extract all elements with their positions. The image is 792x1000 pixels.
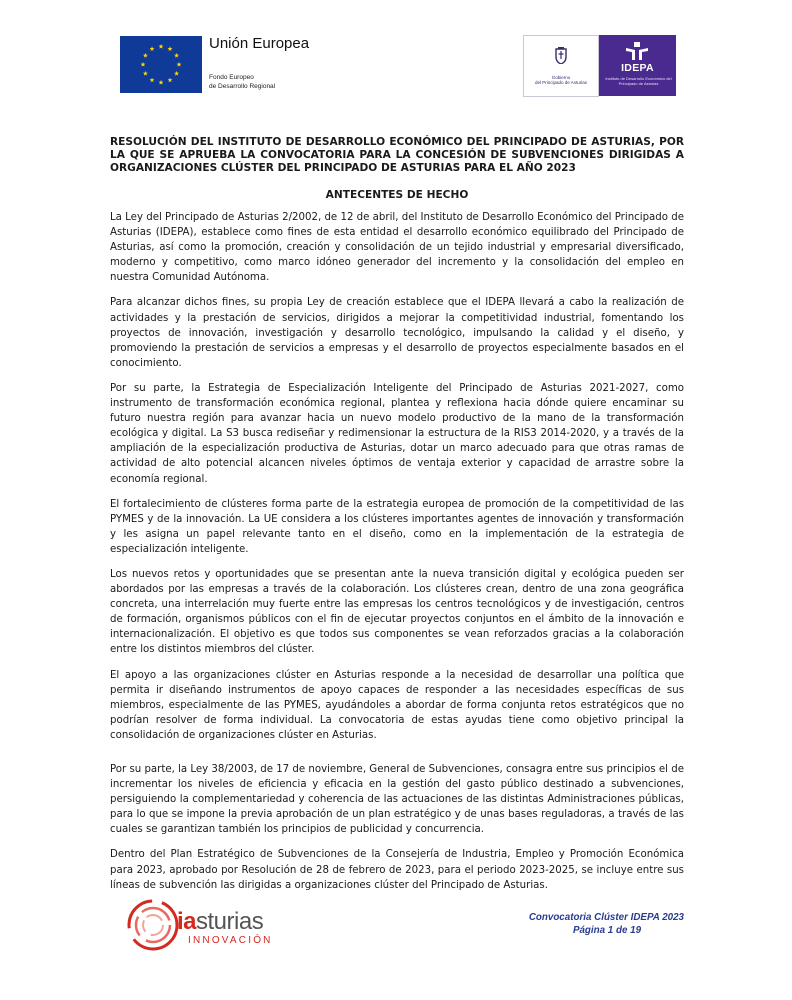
asturias-innovacion-logo	[125, 897, 295, 953]
idepa-emblem-icon	[626, 42, 648, 60]
gobierno-text-line1: Gobierno	[551, 75, 571, 80]
paragraph: La Ley del Principado de Asturias 2/2002, de 12 de abril, del Instituto de Desarrollo Económico del Principado de Asturias (IDEPA), establece como fines de esta entidad el desarrollo económico equilibrado del Principado de Asturias, así como la promoción, creación y consolidación de un tejido industrial y empresarial diversificado, moderno y competitivo, como marco idóneo generador del incremento y la consolidación del empleo en nuestra Comunidad Autónoma.	[110, 212, 684, 284]
idepa-subtitle: Instituto de Desarrollo Económico del Principado de Asturias	[605, 76, 672, 86]
idepa-name: IDEPA	[621, 62, 654, 74]
gobierno-text	[524, 75, 598, 85]
eu-flag-icon	[120, 36, 202, 93]
gobierno-asturias-logo	[523, 35, 599, 97]
document-title: RESOLUCIÓN DEL INSTITUTO DE DESARROLLO ECONÓMICO DEL PRINCIPADO DE ASTURIAS, POR LA QUE SE APRUEBA LA CONVOCATORIA PARA LA CONCESIÓN DE SUBVENCIONES DIRIGIDAS A ORGANIZACIONES CLÚSTER DEL PRINCIPADO DE ASTURIAS PARA EL AÑO 2023	[110, 136, 684, 174]
paragraph: El apoyo a las organizaciones clúster en Asturias responde a la necesidad de desarrollar una política que permita ir diseñando instrumentos de apoyo capaces de responder a las necesidades específicas de sus miembros, especialmente de las PYMES, ayudándoles a abordar de forma conjunta retos estratégicos que no podrían resolver de forma individual. La convocatoria de estas ayudas tiene como objetivo principal la consolidación de organizaciones clúster en Asturias.	[110, 669, 684, 741]
eu-subtitle-line2: de Desarrollo Regional	[209, 82, 276, 90]
gobierno-text-line2: del Principado de Asturias	[534, 80, 588, 85]
paragraph: Los nuevos retos y oportunidades que se presentan ante la nueva transición digital y ecológica pueden ser abordados por las empresas a través de la colaboración. Los clústeres crean, dentro de una zona geográfica concreta, una interrelación muy fuerte entre las empresas los centros tecnológicos y de investigación, centros de formación, organismos públicos con el fin de ejecutar proyectos conjuntos en el ámbito de la innovación e internacionalización. El objetivo es que todos sus componentes se vean reforzados gracias a la colaboración entre los distintos miembros del clúster.	[110, 568, 684, 656]
logo-name: sturias	[196, 908, 264, 935]
eu-title: Unión Europea	[209, 35, 310, 52]
eu-subtitle-line1: Fondo Europeo	[209, 74, 254, 81]
ring-icon	[125, 897, 181, 953]
eu-subtitle	[209, 74, 275, 91]
paragraph: Por su parte, la Ley 38/2003, de 17 de noviembre, General de Subvenciones, consagra entre sus principios el de incrementar los niveles de eficiencia y eficacia en la gestión del gasto público destinado a subvenciones, persiguiendo la complementariedad y coherencia de las actuaciones de las distintas Administraciones públicas, para lo que se impone la previa aprobación de un plan estratégico y de unas bases reguladoras, a través de las cuales se garantizan también los principios de publicidad y concurrencia.	[110, 764, 684, 836]
crest-icon	[554, 46, 568, 64]
paragraph: Para alcanzar dichos fines, su propia Ley de creación establece que el IDEPA llevará a cabo la realización de actividades y la prestación de servicios, dirigidos a mejorar la competitividad industrial, fomentando los proyectos de innovación, investigación y desarrollo tecnológico, impulsando la calidad y el diseño, y promoviendo la prestación de servicios a empresas y el desarrollo de proyectos especialmente basados en el conocimiento.	[110, 297, 684, 369]
section-heading: ANTECENTES DE HECHO	[325, 189, 469, 201]
paragraph: Por su parte, la Estrategia de Especialización Inteligente del Principado de Asturias 2021-2027, como instrumento de transformación económica regional, plantea y reflexiona hacia dónde quiere encaminar su futuro nuestra región para avanzar hacia un nuevo modelo productivo de la mano de la transformación ecológica y digital. La S3 busca rediseñar y redimensionar la estructura de la RIS3 2014-2020, y a través de la ampliación de la especialización productiva de Asturias, dotar un marco adecuado para que otras ramas de actividad de alto potencial alcancen niveles óptimos de ventaja exterior y capacidad de arrastre sobre la economía regional.	[110, 382, 684, 485]
footer-doc-name: Convocatoria Clúster IDEPA 2023	[528, 912, 684, 923]
logo-tagline: INNOVACIÓN	[188, 935, 273, 946]
document-body	[110, 210, 684, 903]
idepa-logo	[599, 35, 676, 96]
page-footer	[470, 911, 684, 937]
paragraph: El fortalecimiento de clústeres forma parte de la estrategia europea de promoción de la competitividad de las PYMES y de la innovación. La UE considera a los clústeres importantes agentes de innovación y transformación y les asigna un papel relevante tanto en el diseño, como en la implementación de la estrategia de especialización inteligente.	[110, 498, 684, 555]
paragraph: Dentro del Plan Estratégico de Subvenciones de la Consejería de Industria, Empleo y Promoción Económica para 2023, aprobado por Resolución de 28 de febrero de 2023, para el periodo 2023-2025, se incluye entre sus líneas de subvención las dirigidas a organizaciones clúster del Principado de Asturias.	[110, 849, 684, 891]
page-number: Página 1 de 19	[572, 925, 642, 936]
logo-prefix: ia	[177, 908, 197, 935]
logo-wordmark	[177, 908, 263, 936]
eu-logo	[120, 35, 310, 98]
